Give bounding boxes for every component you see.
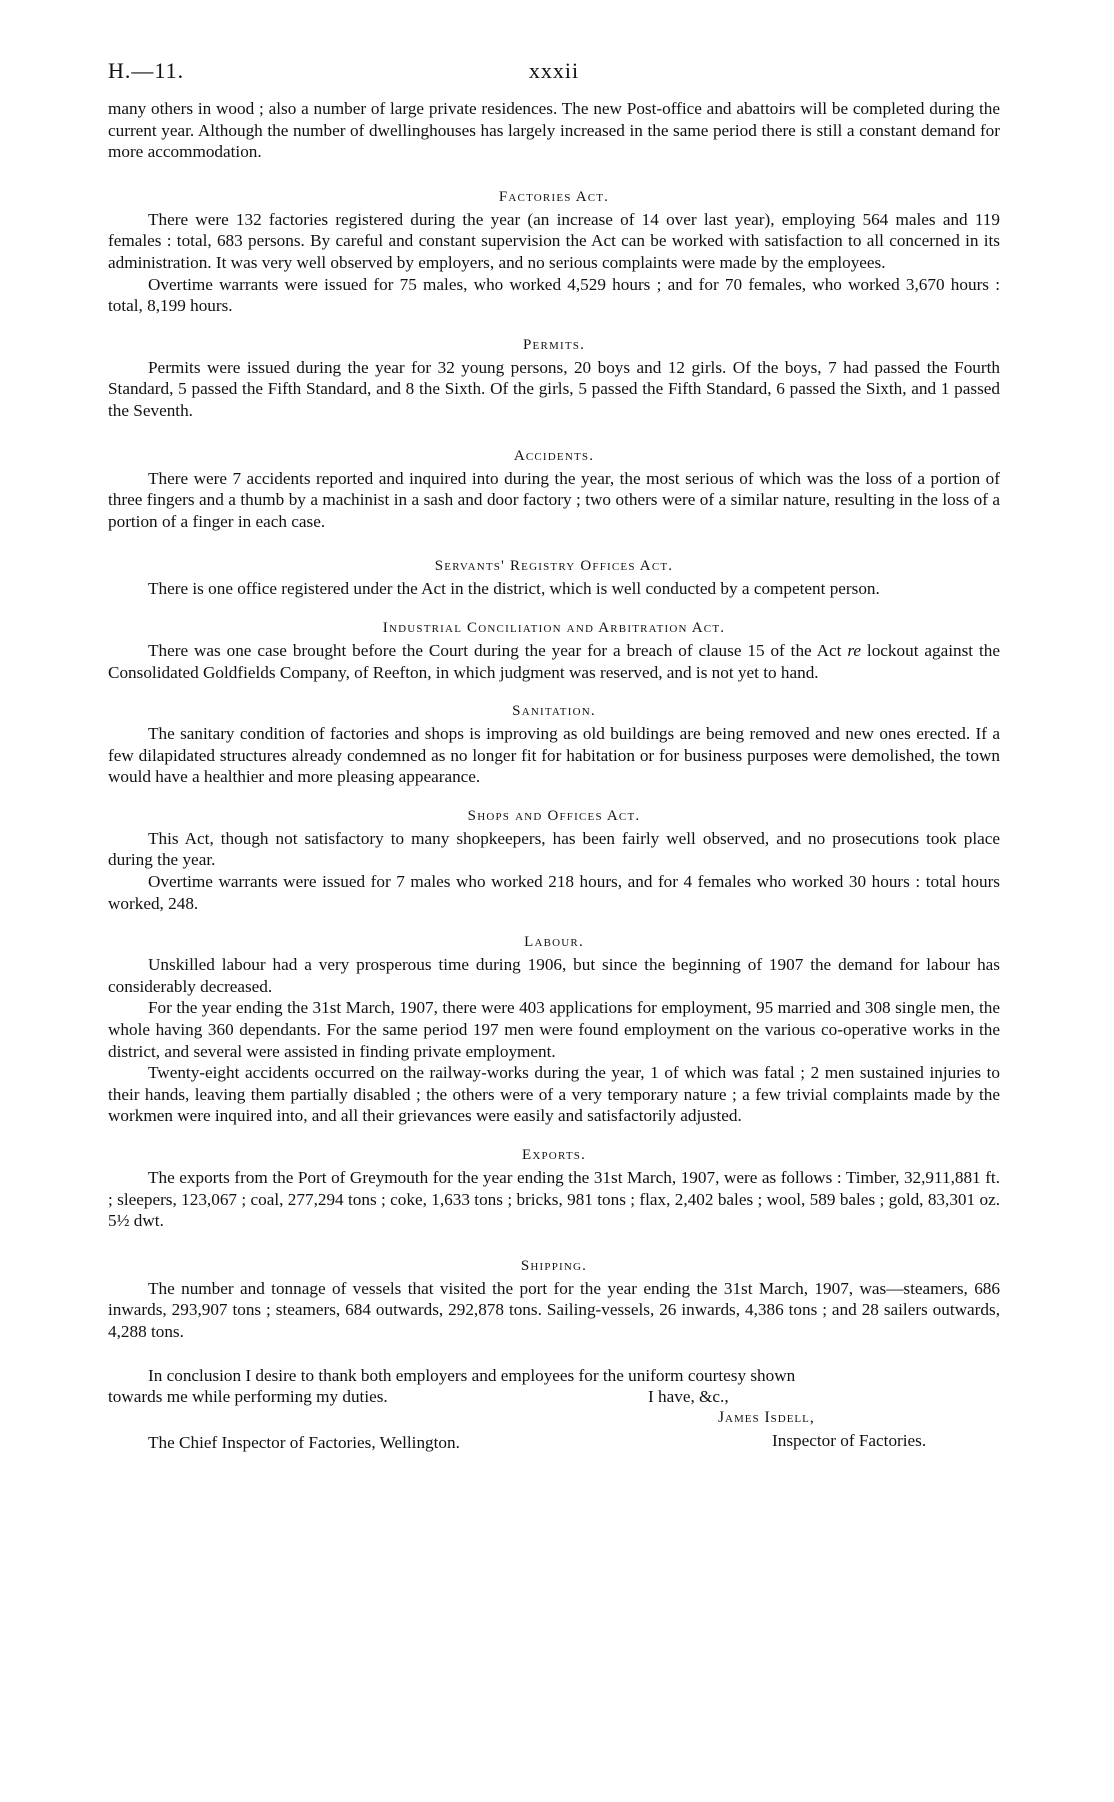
- intro-paragraph: many others in wood ; also a number of large private residences. The new Post-office and abattoirs will be completed during the current year. Although the number of dwellinghouses has largely increased in the same period there is still a constant demand for more accommodation.: [108, 99, 1000, 162]
- valediction: I have, &c.,: [648, 1386, 729, 1406]
- paragraph: The sanitary condition of factories and shops is improving as old buildings are being removed and new ones erected. If a few dilapidated structures already condemned as no longer fit for habitation or for business purposes were demolished, the town would have a healthier and more pleasing appearance.: [108, 724, 1000, 787]
- section-heading-servants: Servants' Registry Offices Act.: [434, 558, 674, 575]
- paragraph: Overtime warrants were issued for 7 males who worked 218 hours, and for 4 females who worked 30 hours : total hours worked, 248.: [108, 872, 1000, 913]
- paragraph: There were 132 factories registered during the year (an increase of 14 over last year), employing 564 males and 119 females : total, 683 persons. By careful and constant supervision the Act can be worked with satisfaction to all concerned in its administration. It was very well observed by employers, and no serious complaints were made by the employees.: [108, 209, 1000, 272]
- document-code: H.—11.: [108, 58, 185, 83]
- section-heading-shops: Shops and Offices Act.: [467, 807, 641, 824]
- text-run: lockout against the Consolidated Goldfields Company, of Reefton, in which judgment was reserved, and is not yet to hand.: [108, 640, 1000, 682]
- signature-name: James Isdell,: [718, 1408, 815, 1426]
- signer-title: Inspector of Factories.: [772, 1430, 927, 1450]
- paragraph: This Act, though not satisfactory to many shopkeepers, has been fairly well observed, and no prosecutions took place during the year.: [108, 828, 1000, 870]
- paragraph: Twenty-eight accidents occurred on the railway-works during the year, 1 of which was fatal ; 2 men sustained injuries to their hands, leaving them partially disabled ; the others were of a very temporary nature ; a few trivial complaints made by the workmen were inquired into, and all their grievances were easily and satisfactorily adjusted.: [108, 1063, 1000, 1126]
- section-heading-sanitation: Sanitation.: [512, 703, 596, 720]
- paragraph: There were 7 accidents reported and inquired into during the year, the most serious of which was the loss of a portion of three fingers and a thumb by a machinist in a sash and door factory ; two others were of a similar nature, resulting in the loss of a portion of a finger in each case.: [108, 468, 1000, 531]
- italic-text: re: [847, 640, 862, 660]
- paragraph: For the year ending the 31st March, 1907, there were 403 applications for employment, 95 married and 308 single men, the whole having 360 dependants. For the same period 197 men were found employment on the various co-operative works in the district, and several were assisted in finding private employment.: [108, 998, 1000, 1061]
- paragraph: Permits were issued during the year for 32 young persons, 20 boys and 12 girls. Of the boys, 7 had passed the Fourth Standard, 5 passed the Fifth Standard, and 8 the Sixth. Of the girls, 5 passed the Fifth Standard, 6 passed the Sixth, and 1 passed the Seventh.: [108, 357, 1000, 420]
- addressee: The Chief Inspector of Factories, Wellington.: [148, 1432, 460, 1452]
- page-header: [108, 58, 1000, 98]
- section-heading-factories: Factories Act.: [498, 188, 610, 205]
- closing-line-1: In conclusion I desire to thank both employers and employees for the uniform courtesy shown: [148, 1365, 796, 1385]
- section-heading-accidents: Accidents.: [513, 447, 595, 464]
- paragraph: [108, 640, 1000, 683]
- paragraph: The exports from the Port of Greymouth for the year ending the 31st March, 1907, were as follows : Timber, 32,911,881 ft. ; sleepers, 123,067 ; coal, 277,294 tons ; coke, 1,633 tons ; bricks, 981 tons ; flax, 2,402 bales ; wool, 589 bales ; gold, 83,301 oz. 5½ dwt.: [108, 1168, 1000, 1231]
- document-page: [108, 58, 1000, 1455]
- paragraph: Unskilled labour had a very prosperous time during 1906, but since the beginning of 1907 the demand for labour has considerably decreased.: [108, 955, 1000, 996]
- section-heading-exports: Exports.: [521, 1147, 587, 1163]
- paragraph: The number and tonnage of vessels that visited the port for the year ending the 31st March, 1907, was—steamers, 686 inwards, 293,907 tons ; steamers, 684 outwards, 292,878 tons. Sailing-vessels, 26 inwards, 4,386 tons ; and 28 sailers outwards, 4,288 tons.: [108, 1278, 1000, 1341]
- paragraph: Overtime warrants were issued for 75 males, who worked 4,529 hours ; and for 70 females, who worked 3,670 hours : total, 8,199 hours.: [108, 274, 1000, 316]
- section-heading-labour: Labour.: [524, 934, 584, 951]
- closing-block: [108, 1365, 1000, 1455]
- page-number: xxxii: [528, 58, 580, 83]
- paragraph: There is one office registered under the Act in the district, which is well conducted by a competent person.: [148, 579, 880, 599]
- section-heading-shipping: Shipping.: [520, 1257, 588, 1274]
- closing-line-2: towards me while performing my duties.: [108, 1386, 388, 1406]
- section-heading-permits: Permits.: [522, 336, 586, 353]
- text-run: There was one case brought before the Court during the year for a breach of clause 15 of the Act: [148, 640, 848, 660]
- section-heading-industrial: Industrial Conciliation and Arbitration Act.: [382, 619, 726, 636]
